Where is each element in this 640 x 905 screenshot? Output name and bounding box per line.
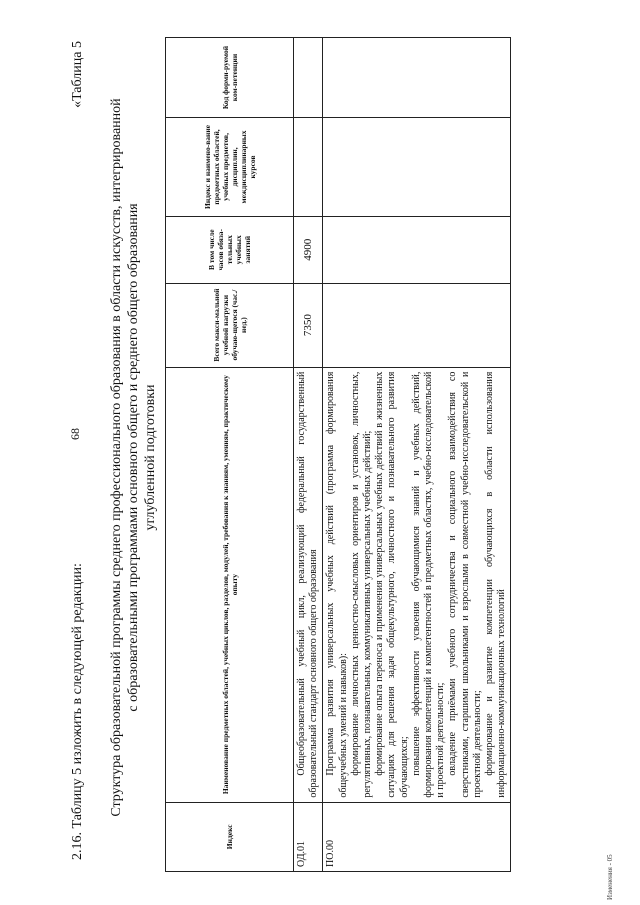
row-mandatory bbox=[323, 216, 511, 283]
row-paragraph: Программа развития универсальных учебных действий (программа формирования общеучебных умений и навыков): bbox=[325, 371, 349, 798]
title-line: Структура образовательной программы среднего профессионального образования в области искусств, интегрированной bbox=[109, 98, 124, 817]
row-total: 7350 bbox=[294, 283, 323, 367]
header-total: Всего макси-мальной учебной нагрузки обучаю-щегося (час./нед.) bbox=[166, 283, 294, 367]
row-paragraph: формирование личностных ценностно-смысловых ориентиров и установок, личностных, регулятивных, познавательных, коммуникативных универсальных учебных действий; bbox=[349, 371, 374, 798]
table-label: «Таблица 5 bbox=[70, 41, 85, 108]
table-row bbox=[294, 38, 323, 872]
header-competence-code: Код форми-руемой ком-петенции bbox=[166, 38, 294, 118]
row-paragraph: овладение приёмами учебного сотрудничества и социального взаимодействия со сверстниками, старшими школьниками и взрослыми в совместной учебно-исследовательской и проектной деятельности; bbox=[447, 371, 483, 798]
footer-note: Изменения - 05 bbox=[606, 854, 614, 900]
row-paragraph: формирование опыта переноса и применения универсальных учебных действий в жизненных ситуациях для решения задач общекультурного, личностного и познавательного развития обучающихся; bbox=[374, 371, 410, 798]
header-row bbox=[166, 38, 294, 872]
row-total bbox=[323, 283, 511, 367]
row-paragraph: Общеобразовательный учебный цикл, реализующий федеральный государственный образовательный стандарт основного общего образования bbox=[296, 371, 320, 798]
header-name: Наименование предметных областей, учебных циклов, разделов, модулей, требования к знаниям, умениям, практическому опыту bbox=[166, 367, 294, 802]
title-line: углубленной подготовки bbox=[143, 384, 158, 531]
header-subject-index: Индекс и наимено-вание предметных областей, учебных предметов, дисциплин, междисциплинарных курсов bbox=[166, 118, 294, 217]
row-mandatory: 4900 bbox=[294, 216, 323, 283]
header-index: Индекс bbox=[166, 802, 294, 871]
row-index: ПО.00 bbox=[323, 802, 511, 871]
row-name bbox=[323, 367, 511, 802]
table-title bbox=[108, 35, 159, 880]
row-competence-code bbox=[323, 38, 511, 118]
header-mandatory: В том числе часов обяза-тельных учебных занятий bbox=[166, 216, 294, 283]
rotated-page-content bbox=[70, 35, 600, 880]
row-paragraph: повышение эффективности усвоения обучающимися знаний и учебных действий, формирования компетенций и компетентностей в предметных областях, учебно-исследовательской и проектной деятельности; bbox=[410, 371, 447, 798]
row-name bbox=[294, 367, 323, 802]
title-line: с образовательными программами основного общего и среднего общего образования bbox=[126, 203, 141, 712]
row-subject-index bbox=[323, 118, 511, 217]
row-subject-index bbox=[294, 118, 323, 217]
row-competence-code bbox=[294, 38, 323, 118]
structure-table bbox=[165, 37, 511, 872]
page-number: 68 bbox=[68, 428, 82, 440]
intro-text: 2.16. Таблицу 5 изложить в следующей редакции: bbox=[70, 563, 85, 860]
table-row bbox=[323, 38, 511, 872]
row-index: ОД.01 bbox=[294, 802, 323, 871]
row-paragraph: формирование и развитие компетенции обучающихся в области использования информационно-коммуникационных технологий bbox=[484, 371, 508, 798]
